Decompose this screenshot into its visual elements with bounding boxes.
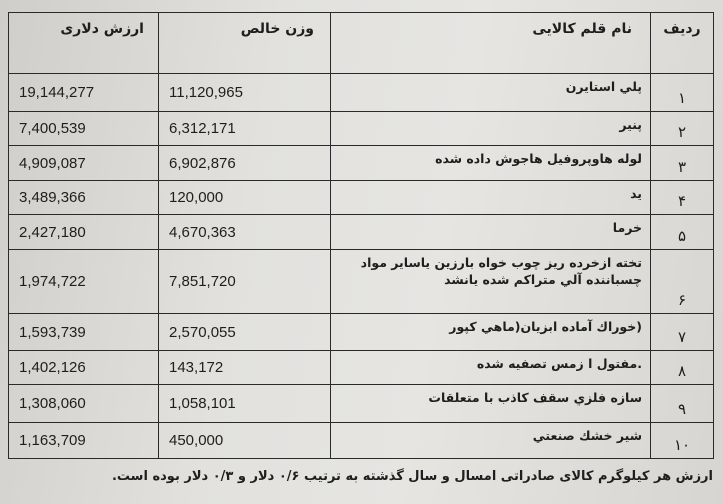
row-name: پلي استايرن: [331, 74, 651, 112]
row-name: لوله هاوپروفيل هاجوش داده شده: [331, 146, 651, 181]
table-row: [9, 423, 714, 459]
table-row: [9, 314, 714, 351]
footnote: ارزش هر کیلوگرم کالای صادراتی امسال و سال گذشته به ترتیب ۰/۶ دلار و ۰/۳ دلار بوده است.: [111, 469, 713, 484]
row-value: 4,909,087: [9, 146, 159, 181]
row-value: 1,402,126: [9, 351, 159, 385]
row-index: ۱: [651, 74, 714, 112]
row-value: 1,163,709: [9, 423, 159, 459]
row-weight: 11,120,965: [159, 74, 331, 112]
header-value: ارزش دلاری: [9, 13, 159, 74]
header-index: ردیف: [651, 13, 714, 74]
row-value: 3,489,366: [9, 181, 159, 215]
row-weight: 7,851,720: [159, 250, 331, 314]
header-weight: وزن خالص: [159, 13, 331, 74]
row-index: ۶: [651, 250, 714, 314]
header-name: نام قلم کالایی: [331, 13, 651, 74]
table-row: [9, 250, 714, 314]
row-weight: 4,670,363: [159, 215, 331, 250]
row-name: يد: [331, 181, 651, 215]
row-value: 1,308,060: [9, 385, 159, 423]
row-index: ۸: [651, 351, 714, 385]
row-weight: 2,570,055: [159, 314, 331, 351]
row-index: ۳: [651, 146, 714, 181]
table-row: [9, 181, 714, 215]
row-value: 1,593,739: [9, 314, 159, 351]
row-name: تخته ازخرده ريز چوب خواه بارزين ياساير مواد چسباننده آلي متراكم شده يانشد: [331, 250, 651, 314]
row-index: ۵: [651, 215, 714, 250]
row-index: ۷: [651, 314, 714, 351]
row-name: خرما: [331, 215, 651, 250]
row-name: شير خشك صنعتي: [331, 423, 651, 459]
table-row: [9, 112, 714, 146]
row-weight: 143,172: [159, 351, 331, 385]
row-index: ۱۰: [651, 423, 714, 459]
row-index: ۹: [651, 385, 714, 423]
row-name: (خوراك آماده ابزيان(ماهي كپور: [331, 314, 651, 351]
row-value: 1,974,722: [9, 250, 159, 314]
row-name: سازه فلزي سقف كاذب با متعلقات: [331, 385, 651, 423]
row-weight: 120,000: [159, 181, 331, 215]
row-value: 19,144,277: [9, 74, 159, 112]
export-goods-table: [8, 12, 714, 459]
row-weight: 6,902,876: [159, 146, 331, 181]
table-row: [9, 351, 714, 385]
table-row: [9, 146, 714, 181]
row-value: 7,400,539: [9, 112, 159, 146]
table-header-row: [9, 13, 714, 74]
row-weight: 450,000: [159, 423, 331, 459]
row-index: ۲: [651, 112, 714, 146]
row-name: .مفتول ا زمس تصفيه شده: [331, 351, 651, 385]
table-row: [9, 215, 714, 250]
row-weight: 6,312,171: [159, 112, 331, 146]
row-name: پنير: [331, 112, 651, 146]
table-row: [9, 74, 714, 112]
row-value: 2,427,180: [9, 215, 159, 250]
row-index: ۴: [651, 181, 714, 215]
row-weight: 1,058,101: [159, 385, 331, 423]
table-row: [9, 385, 714, 423]
